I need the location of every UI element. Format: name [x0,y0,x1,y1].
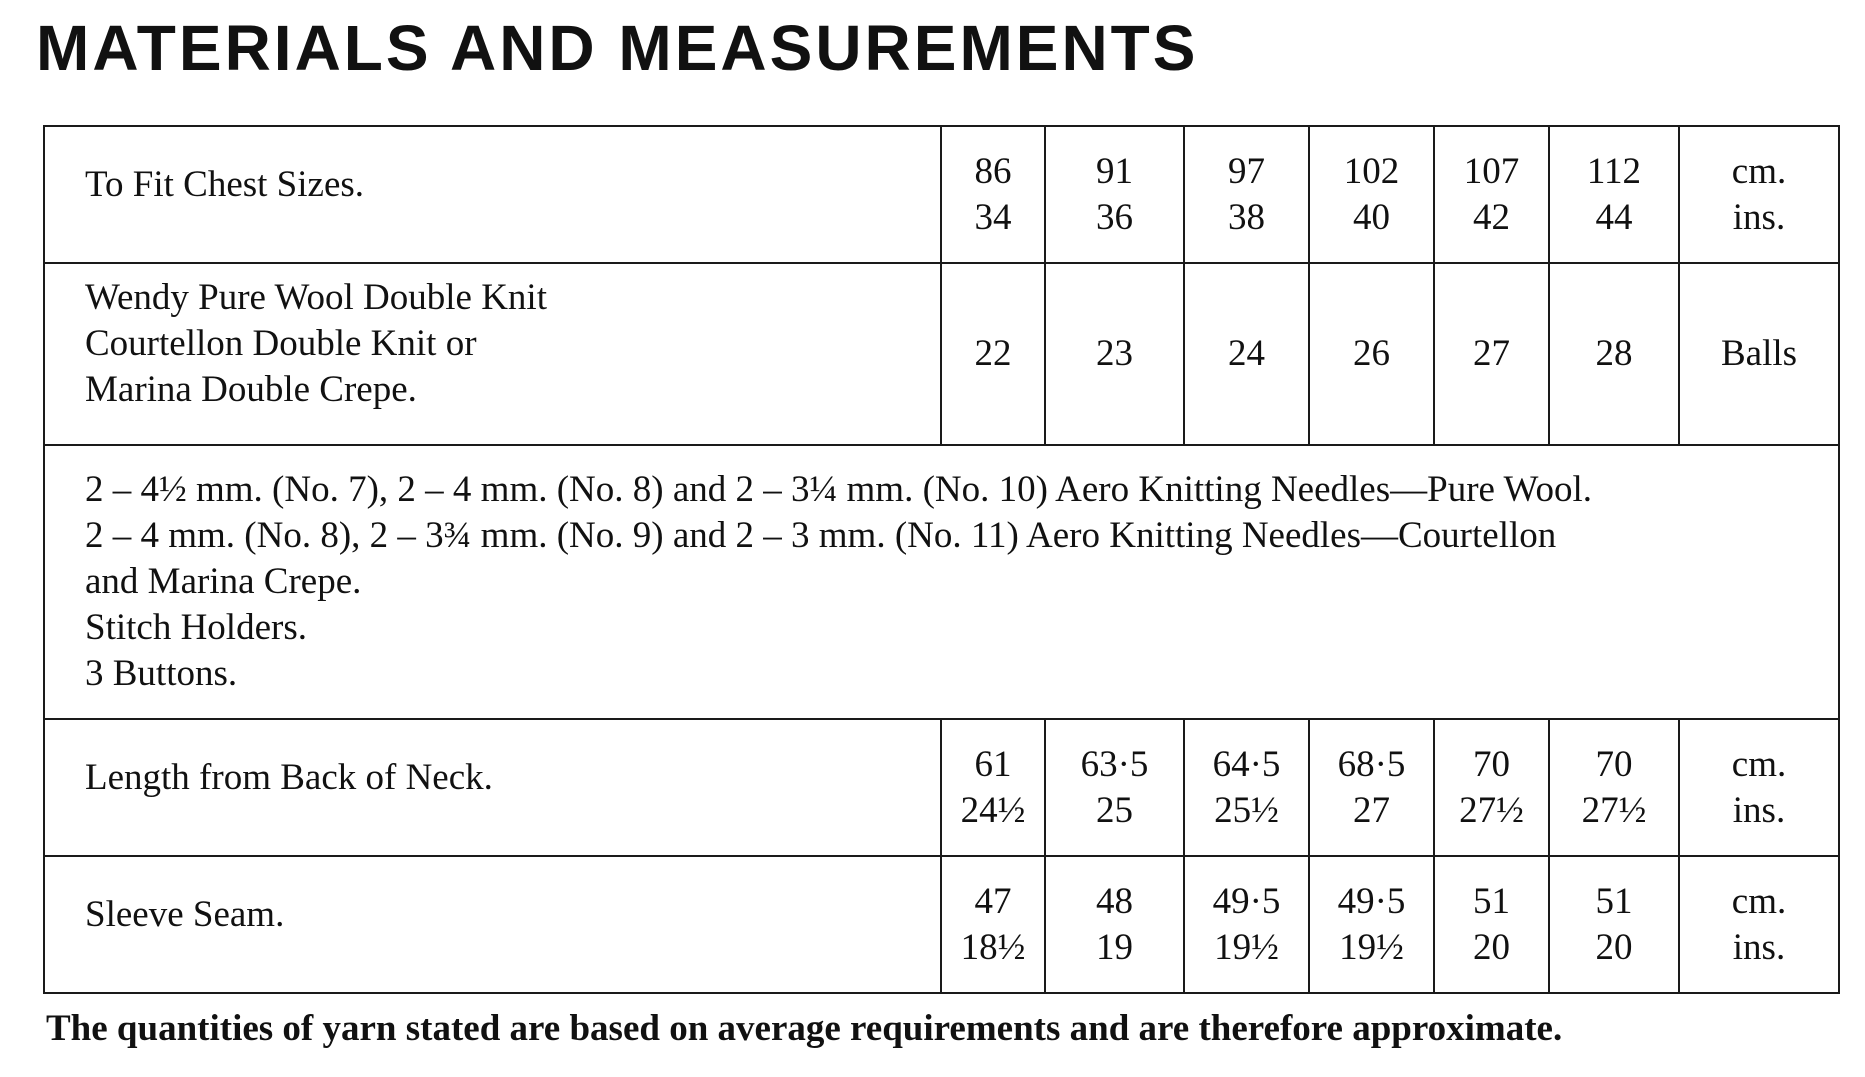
value-ins: 38 [1228,196,1265,238]
row-label-line: Marina Double Crepe. [85,369,417,410]
measure-cell [941,719,1045,856]
balls-cell [1309,263,1434,445]
row-label [44,719,941,856]
value-balls: 26 [1353,333,1390,374]
unit-ins: ins. [1732,789,1786,831]
value-ins: 19½ [1339,926,1404,968]
buttons-line: 3 Buttons. [85,653,238,694]
value-cm: 64·5 [1212,743,1281,785]
value-ins: 24½ [960,789,1026,831]
value-ins: 25½ [1214,789,1279,831]
value-cm: 49·5 [1337,880,1406,922]
value-ins: 27½ [1459,789,1524,831]
measure-cell [1309,856,1434,993]
value-cm: 49·5 [1212,880,1281,922]
balls-cell [1045,263,1184,445]
measure-cell [1045,856,1184,993]
balls-cell [941,263,1045,445]
measure-cell [1434,719,1549,856]
unit-cm: cm. [1731,880,1787,922]
value-balls: 22 [974,333,1012,374]
measure-cell [941,856,1045,993]
materials-table [43,125,1840,994]
balls-cell [1184,263,1309,445]
unit-cell [1679,263,1839,445]
value-balls: 23 [1096,333,1133,374]
length-row [44,719,1839,856]
unit-cell [1679,856,1839,993]
size-cell [1434,126,1549,263]
unit-balls: Balls [1720,333,1798,374]
unit-cm: cm. [1731,150,1787,192]
value-cm: 61 [974,743,1012,785]
row-label-line: To Fit Chest Sizes. [85,163,365,205]
value-cm: 47 [974,880,1012,922]
value-cm: 107 [1463,150,1520,192]
row-label-line: Length from Back of Neck. [85,756,493,798]
value-balls: 27 [1473,333,1510,374]
size-cell [1045,126,1184,263]
value-cm: 86 [974,150,1012,192]
row-label [44,263,941,445]
stitch-holders-line: Stitch Holders. [85,607,307,648]
value-cm: 51 [1595,880,1633,922]
value-ins: 20 [1473,926,1510,968]
needles-line: 2 – 4 mm. (No. 8), 2 – 3¾ mm. (No. 9) and 2 – 3 mm. (No. 11) Aero Knitting Needles—Courtellon [85,515,1557,556]
value-ins: 34 [974,196,1012,238]
row-label-line: Courtellon Double Knit or [85,323,477,364]
row-label-line: Sleeve Seam. [85,893,285,935]
page-title: MATERIALS AND MEASUREMENTS [36,12,1199,84]
measure-cell [1549,856,1679,993]
footnote: The quantities of yarn stated are based on average requirements and are therefore approximate. [46,1008,1563,1049]
value-cm: 63·5 [1080,743,1149,785]
value-cm: 102 [1343,150,1400,192]
value-ins: 42 [1473,196,1510,238]
size-cell [941,126,1045,263]
value-ins: 44 [1595,196,1633,238]
measure-cell [1309,719,1434,856]
measure-cell [1184,856,1309,993]
value-cm: 51 [1473,880,1510,922]
value-ins: 27½ [1581,789,1647,831]
value-ins: 19 [1096,926,1133,968]
measure-cell [1549,719,1679,856]
size-cell [1549,126,1679,263]
value-ins: 18½ [960,926,1026,968]
value-ins: 20 [1595,926,1633,968]
unit-cell [1679,719,1839,856]
needles-row [44,445,1839,719]
value-ins: 25 [1096,789,1133,831]
value-cm: 48 [1096,880,1133,922]
unit-cell [1679,126,1839,263]
sleeve-seam-row [44,856,1839,993]
value-cm: 91 [1096,150,1133,192]
value-cm: 70 [1595,743,1633,785]
unit-cm: cm. [1731,743,1787,785]
value-ins: 40 [1353,196,1390,238]
unit-ins: ins. [1732,926,1786,968]
value-ins: 27 [1353,789,1390,831]
row-label [44,126,941,263]
yarn-row [44,263,1839,445]
value-ins: 36 [1096,196,1133,238]
measure-cell [1184,719,1309,856]
measure-cell [1434,856,1549,993]
value-balls: 24 [1228,333,1265,374]
balls-cell [1549,263,1679,445]
row-label [44,856,941,993]
needles-line: 2 – 4½ mm. (No. 7), 2 – 4 mm. (No. 8) and 2 – 3¼ mm. (No. 10) Aero Knitting Needles—Pure Wool. [85,469,1593,510]
value-cm: 97 [1228,150,1265,192]
size-cell [1309,126,1434,263]
value-cm: 68·5 [1337,743,1406,785]
balls-cell [1434,263,1549,445]
value-balls: 28 [1595,333,1633,374]
needles-line: and Marina Crepe. [85,561,362,602]
value-cm: 70 [1473,743,1510,785]
row-label-line: Wendy Pure Wool Double Knit [85,277,547,318]
measure-cell [1045,719,1184,856]
value-cm: 112 [1586,150,1642,192]
chest-sizes-row [44,126,1839,263]
size-cell [1184,126,1309,263]
needles-cell [44,445,1839,719]
value-ins: 19½ [1214,926,1279,968]
unit-ins: ins. [1732,196,1786,238]
